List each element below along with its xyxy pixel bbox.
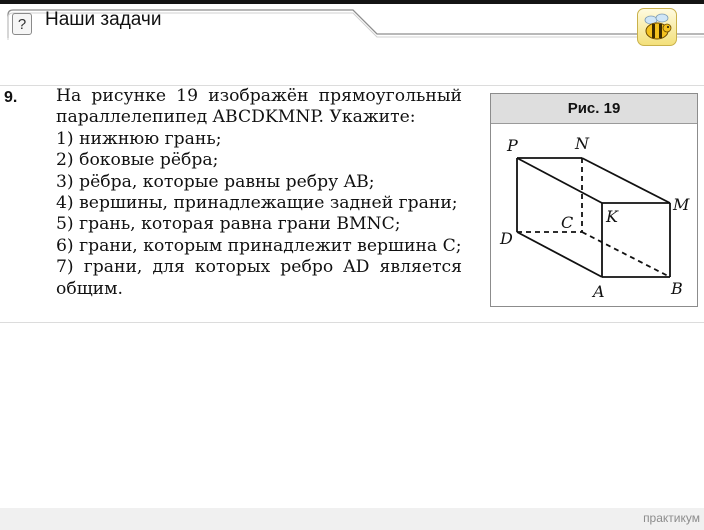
problem-line: 5) грань, которая равна грани BMNC;	[56, 214, 401, 235]
vertex-label-P: P	[507, 136, 518, 155]
parallelepiped-diagram	[491, 124, 697, 306]
vertex-label-B: B	[671, 279, 683, 298]
vertex-label-K: K	[606, 207, 618, 226]
problem-number: 9.	[4, 89, 18, 106]
bee-mascot-icon[interactable]	[637, 8, 677, 46]
help-button[interactable]: ?	[12, 13, 32, 35]
page-title: Наши задачи	[45, 9, 162, 30]
problem-line: 7) грани, для которых ребро AD является	[56, 257, 462, 278]
footer-brand: практикум	[643, 511, 700, 525]
vertex-label-C: C	[561, 213, 574, 232]
vertex-label-D: D	[500, 229, 513, 248]
problem-block	[0, 85, 704, 323]
edge-DA	[517, 232, 602, 277]
problem-line: параллелепипед ABCDKMNP. Укажите:	[56, 107, 416, 128]
problem-line: 3) рёбра, которые равны ребру AB;	[56, 171, 375, 192]
edge-PK	[517, 158, 602, 203]
problem-text	[56, 86, 462, 300]
figure-19	[490, 93, 698, 307]
figure-caption: Рис. 19	[491, 94, 697, 124]
vertex-label-M: M	[673, 195, 690, 214]
problem-line: 4) вершины, принадлежащие задней грани;	[56, 193, 458, 214]
problem-line: общим.	[56, 278, 123, 299]
vertex-label-N: N	[575, 134, 589, 153]
problem-line: 6) грани, которым принадлежит вершина C;	[56, 235, 462, 256]
problem-line: На рисунке 19 изображён прямоугольный	[56, 86, 462, 106]
edge-CB	[582, 232, 670, 277]
problem-line: 2) боковые рёбра;	[56, 150, 219, 171]
edge-NM	[582, 158, 670, 203]
footer-bar	[0, 508, 704, 530]
problem-line: 1) нижнюю грань;	[56, 128, 222, 149]
vertex-label-A: A	[593, 282, 605, 301]
